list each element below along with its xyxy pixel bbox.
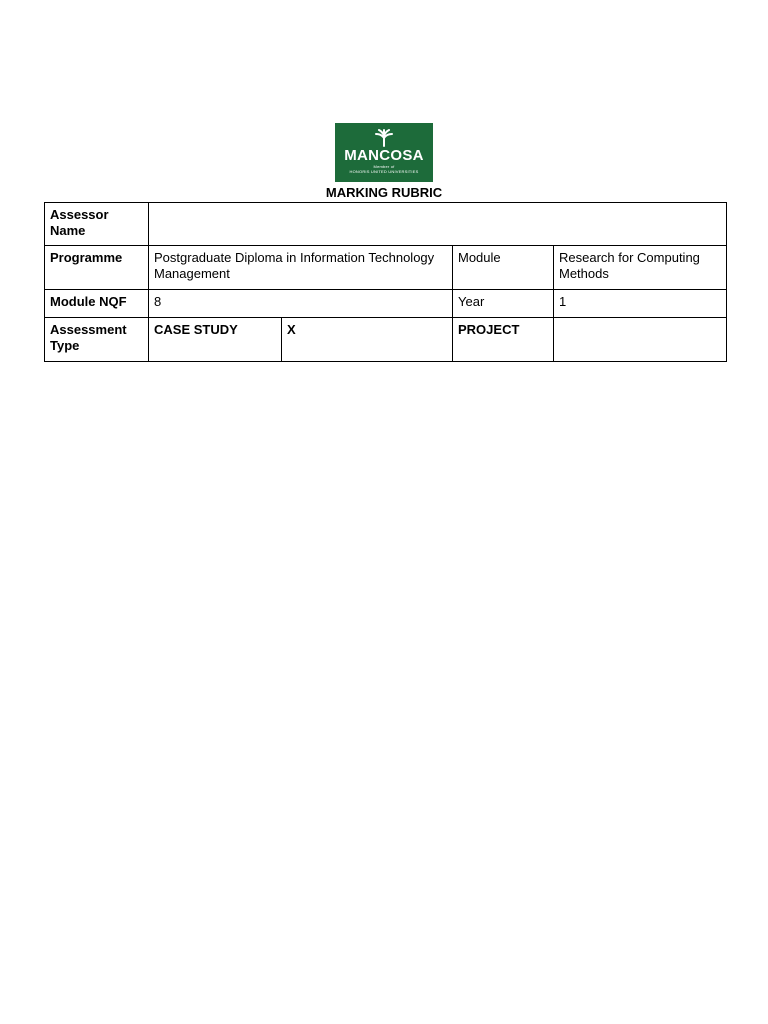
module-nqf-label: Module NQF [45, 290, 149, 318]
tree-logo-icon [371, 129, 397, 147]
programme-value: Postgraduate Diploma in Information Technology Management [149, 246, 453, 290]
assessor-name-label: Assessor Name [45, 203, 149, 246]
assessor-name-value [149, 203, 727, 246]
assessment-type-label: Assessment Type [45, 318, 149, 362]
module-nqf-value: 8 [149, 290, 453, 318]
project-mark [554, 318, 727, 362]
project-label: PROJECT [453, 318, 554, 362]
programme-label: Programme [45, 246, 149, 290]
table-row [45, 290, 727, 318]
case-study-label: CASE STUDY [149, 318, 282, 362]
table-row [45, 203, 727, 246]
year-value: 1 [554, 290, 727, 318]
rubric-table [44, 202, 727, 362]
module-label: Module [453, 246, 554, 290]
mancosa-logo [335, 123, 433, 182]
module-value: Research for Computing Methods [554, 246, 727, 290]
logo-brand-text: MANCOSA [344, 147, 424, 164]
page-title: MARKING RUBRIC [325, 185, 443, 200]
table-row [45, 318, 727, 362]
table-row [45, 246, 727, 290]
case-study-mark: X [282, 318, 453, 362]
logo-tagline: Member of HONORIS UNITED UNIVERSITIES [349, 164, 419, 174]
year-label: Year [453, 290, 554, 318]
